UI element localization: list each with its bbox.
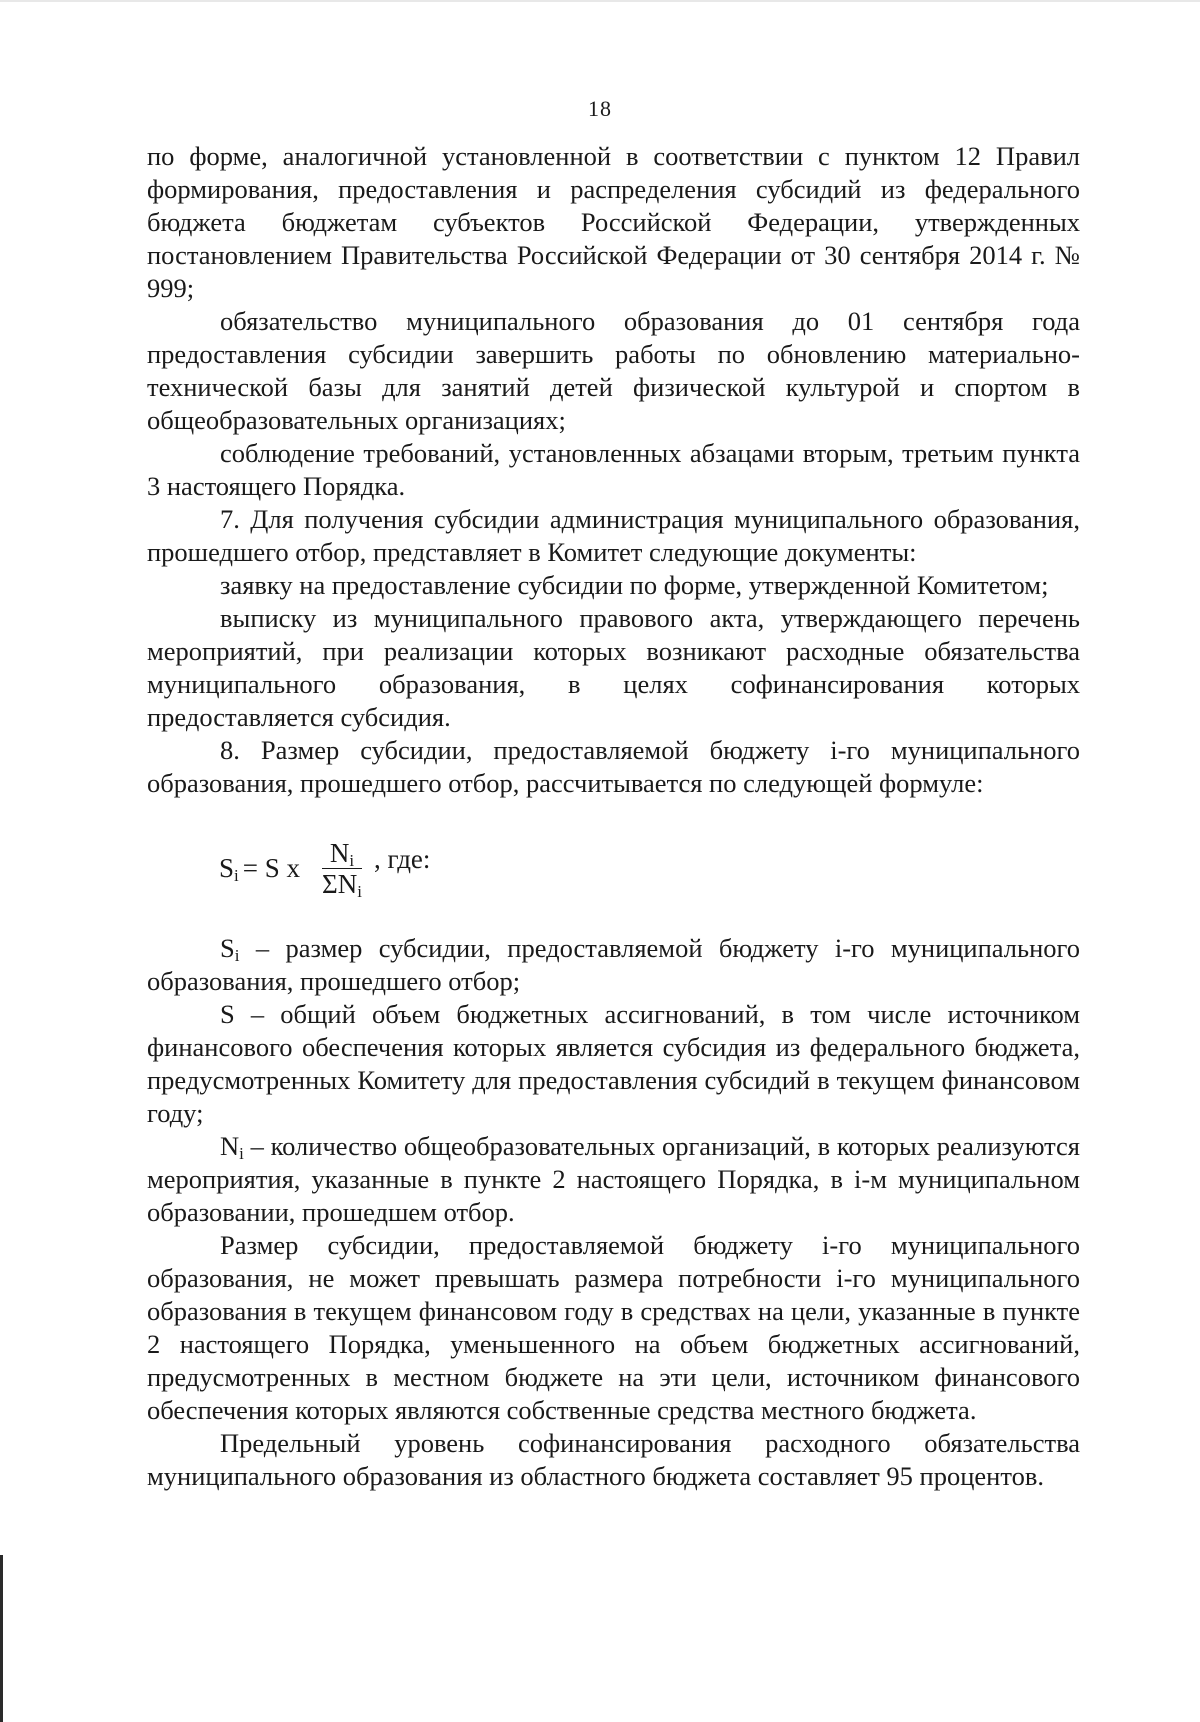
definition-s: S – общий объем бюджетных ассигнований, в том числе источником финансового обеспечения которых является субсидия из федерального бюджета, предусмотренных Комитету для предоставления субсидий в текущем финансовом году; — [147, 999, 1080, 1128]
paragraph-extract: выписку из муниципального правового акта, утверждающего перечень мероприятий, при реализации которых возникают расходные обязательства муниципального образования, в целях софинансирования которых предоставляется субсидия. — [147, 603, 1080, 732]
scan-edge-left — [0, 1555, 3, 1722]
formula-block — [147, 800, 1080, 932]
paragraph-subsidy-limit: Размер субсидии, предоставляемой бюджету i-го муниципального образования, не может превышать размера потребности i-го муниципального образования в текущем финансовом году в средствах на цели, указанные в пункте 2 настоящего Порядка, уменьшенного на объем бюджетных ассигнований, предусмотренных в местном бюджете на эти цели, источником финансового обеспечения которых являются собственные средства местного бюджета. — [147, 1230, 1080, 1425]
paragraph-application: заявку на предоставление субсидии по форме, утвержденной Комитетом; — [220, 570, 1049, 600]
paragraph-requirements: соблюдение требований, установленных абзацами вторым, третьим пункта 3 настоящего Порядка. — [147, 438, 1080, 501]
paragraph-obligation: обязательство муниципального образования до 01 сентября года предоставления субсидии завершить работы по обновлению материально-технической базы для занятий детей физической культурой и спортом в общеобразовательных организациях; — [147, 306, 1080, 435]
page-number: 18 — [588, 96, 612, 121]
definition-si: $S_i$ – размер субсидии, предоставляемой бюджету i-го муниципального образования, прошедшего отбор; — [147, 933, 1080, 996]
formula-equals: = S x — [242, 853, 301, 883]
paragraph-item-7: 7. Для получения субсидии администрация муниципального образования, прошедшего отбор, представляет в Комитет следующие документы: — [147, 504, 1080, 567]
formula-numerator: $N_i$ — [322, 838, 362, 869]
definition-ni: $N_i$ – количество общеобразовательных организаций, в которых реализуются мероприятия, указанные в пункте 2 настоящего Порядка, в i-м муниципальном образовании, прошедшем отбор. — [147, 1131, 1080, 1227]
paragraph-cofinancing-level: Предельный уровень софинансирования расходного обязательства муниципального образования из областного бюджета составляет 95 процентов. — [147, 1428, 1080, 1491]
subsidy-formula — [219, 838, 430, 899]
formula-fraction — [314, 838, 370, 899]
formula-denominator: $\Sigma N_i$ — [322, 869, 362, 901]
paragraph-item-8: 8. Размер субсидии, предоставляемой бюджету i-го муниципального образования, прошедшего отбор, рассчитывается по следующей формуле: — [147, 735, 1080, 798]
formula-suffix: , где: — [373, 844, 431, 874]
document-body — [147, 140, 1080, 1493]
scan-edge-top — [0, 0, 1200, 2]
formula-lhs: $S_i$ — [219, 853, 239, 885]
paragraph-form-reference: по форме, аналогичной установленной в соответствии с пунктом 12 Правил формирования, предоставления и распределения субсидий из федерального бюджета бюджетам субъектов Российской Федерации, утвержденных постановлением Правительства Российской Федерации от 30 сентября 2014 г. № 999; — [147, 141, 1080, 303]
